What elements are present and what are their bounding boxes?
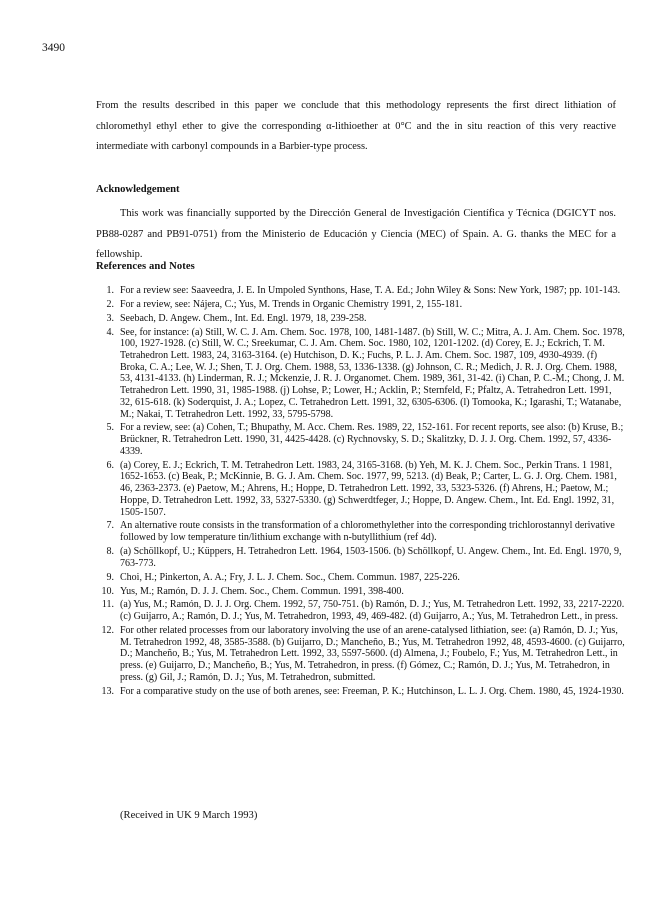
reference-text: See, for instance: (a) Still, W. C. J. Am. Chem. Soc. 1978, 100, 1481-1487. (b) Still, W. C.; Mitra, A. J. Am. Chem. Soc. 1978, 100, 1927-1928. (c) Still, W. C.; Sreekumar, C. J. Am. Chem. Soc. 1980, 102, 1201-1202. (d) Corey, E. J.; Eckrich, T. M. Tetrahedron Lett. 1983, 24, 3163-3164. (e) Hutchison, D. K.; Fuchs, P. L. J. Am. Chem. Soc. 1987, 109, 4930-4939. (f) Broka, C. A.; Lee, W. J.; Shen, T. J. Org. Chem. 1988, 53, 1336-1338. (g) Johnson, C. R.; Medich, J. R. J. Org. Chem. 1988, 53, 4131-4133. (h) Linderman, R. J.; Mckenzie, J. R. J. Organomet. Chem. 1989, 361, 31-42. (i) Chan, P. C.-M.; Chong, J. M. Tetrahedron Lett. 1990, 31, 1985-1988. (j) Lohse, P.; Lower, H.; Acklin, P.; Sternfeld, F.; Pfaltz, A. Tetrahedron Lett. 1991, 32, 615-618. (k) Soderquist, J. A.; Lopez, C. Tetrahedron Lett. 1991, 32, 6305-6306. (l) Tomooka, K.; Igarashi, T.; Watanabe, M.; Nakai, T. Tetrahedron Lett. 1992, 33, 5795-5798. — [120, 326, 625, 420]
reference-number: 10. — [101, 585, 114, 597]
reference-text: (a) Corey, E. J.; Eckrich, T. M. Tetrahedron Lett. 1983, 24, 3165-3168. (b) Yeh, M. K. J. Chem. Soc., Perkin Trans. 1 1981, 1652-1653. (c) Beak, P.; McKinnie, B. G. J. Am. Chem. Soc. 1977, 99, 5213. (d) Beak, P.; Carter, L. G. J. Org. Chem. 1981, 46, 2363-2373. (e) Paetow, M.; Ahrens, H.; Hoppe, D. Tetrahedron Lett. 1992, 33, 5323-5326. (f) Ahrens, H.; Paetow, M.; Hoppe, D. Tetrahedron Lett. 1992, 33, 5327-5330. (g) Schwerdtfeger, J.; Hoppe, D. Angew. Chem., Int. Ed. Engl. 1992, 31, 1505-1507. — [120, 459, 617, 518]
reference-number: 13. — [101, 685, 114, 697]
reference-item — [96, 460, 626, 519]
reference-item — [96, 599, 626, 622]
conclusion-paragraph: From the results described in this paper we conclude that this methodology represents the first direct lithiation of chloromethyl ethyl ether to give the corresponding α-lithioether at 0°C and the in situ reaction of this very reactive intermediate with carbonyl compounds in a Barbier-type process. — [96, 100, 616, 153]
reference-number: 12. — [101, 625, 114, 637]
reference-item — [96, 299, 626, 311]
reference-number: 11. — [101, 599, 114, 611]
reference-number: 3. — [106, 312, 114, 324]
reference-text: (a) Schöllkopf, U.; Küppers, H. Tetrahedron Lett. 1964, 1503-1506. (b) Schöllkopf, U. Angew. Chem., Int. Ed. Engl. 1970, 9, 763-773. — [120, 546, 622, 569]
reference-item — [96, 572, 626, 584]
reference-text: (a) Yus, M.; Ramón, D. J. J. Org. Chem. 1992, 57, 750-751. (b) Ramón, D. J.; Yus, M. Tetrahedron Lett. 1992, 33, 2217-2220. (c) Guijarro, A.; Ramón, D. J.; Yus, M. Tetrahedron, 1993, 49, 469-482. (d) Guijarro, A.; Yus, M. Tetrahedron Lett., in press. — [120, 599, 625, 623]
reference-number: 7. — [106, 520, 114, 532]
acknowledgement-heading: Acknowledgement — [96, 184, 180, 195]
reference-text: Yus, M.; Ramón, D. J. J. Chem. Soc., Chem. Commun. 1991, 398-400. — [120, 585, 404, 597]
reference-item — [96, 327, 626, 421]
reference-number: 9. — [106, 571, 114, 583]
reference-text: Seebach, D. Angew. Chem., Int. Ed. Engl. 1979, 18, 239-258. — [120, 312, 367, 324]
reference-item — [96, 546, 626, 569]
reference-text: For a comparative study on the use of both arenes, see: Freeman, P. K.; Hutchinson, L. L. J. Org. Chem. 1980, 45, 1924-1930. — [120, 685, 624, 697]
reference-item — [96, 422, 626, 457]
references-heading: References and Notes — [96, 261, 195, 272]
reference-text: For a review, see: (a) Cohen, T.; Bhupathy, M. Acc. Chem. Res. 1989, 22, 152-161. For recent reports, see also: (b) Kruse, B.; Brückner, R. Tetrahedron Lett. 1990, 31, 4425-4428. (c) Rychnovsky, S. D.; Skalitzky, D. J. J. Org. Chem. 1992, 57, 4336-4339. — [120, 422, 624, 457]
references-list — [96, 285, 626, 700]
reference-text: An alternative route consists in the transformation of a chloromethylether into the corresponding trichlorostannyl derivative followed by low temperature tin/lithium exchange with n-butyllithium (ref 4d). — [120, 520, 615, 544]
reference-item — [96, 285, 626, 297]
reference-item — [96, 686, 626, 698]
reference-text: For a review, see: Nájera, C.; Yus, M. Trends in Organic Chemistry 1991, 2, 155-181. — [120, 298, 463, 310]
received-date: (Received in UK 9 March 1993) — [120, 810, 258, 821]
reference-item — [96, 586, 626, 598]
acknowledgement-body: This work was financially supported by the Dirección General de Investigación Científica y Técnica (DGICYT nos. PB88-0287 and PB91-0751) from the Ministerio de Educación y Ciencia (MEC) of Spain. A. G. thanks the MEC for a fellowship. — [96, 208, 616, 261]
reference-item — [96, 313, 626, 325]
reference-number: 8. — [106, 546, 114, 558]
reference-text: Choi, H.; Pinkerton, A. A.; Fry, J. L. J. Chem. Soc., Chem. Commun. 1987, 225-226. — [120, 571, 460, 583]
reference-number: 1. — [106, 285, 114, 296]
reference-item — [96, 520, 626, 543]
reference-number: 6. — [106, 459, 114, 471]
reference-text: For a review see: Saaveedra, J. E. In Umpoled Synthons, Hase, T. A. Ed.; John Wiley & Sons: New York, 1987; pp. 101-143. — [120, 285, 621, 296]
reference-number: 5. — [106, 422, 114, 434]
page-number: 3490 — [42, 42, 65, 54]
reference-text: For other related processes from our laboratory involving the use of an arene-catalysed lithiation, see: (a) Ramón, D. J.; Yus, M. Tetrahedron 1992, 48, 3585-3588. (b) Guijarro, D.; Mancheño, B.; Yus, M. Tetrahedron 1992, 48, 4593-4600. (c) Guijarro, D.; Mancheño, B.; Yus, M. Tetrahedron Lett. 1992, 33, 5597-5600. (d) Almena, J.; Foubelo, F.; Yus, M. Tetrahedron Lett., in press. (e) Guijarro, D.; Mancheño, B.; Yus, M. Tetrahedron, in press. (f) Gómez, C.; Ramón, D. J.; Yus, M. Tetrahedron, in press. (g) Gil, J.; Ramón, D. J.; Yus, M. Tetrahedron, submitted. — [120, 625, 625, 683]
reference-number: 4. — [106, 326, 114, 338]
reference-item — [96, 625, 626, 684]
reference-number: 2. — [106, 298, 114, 310]
